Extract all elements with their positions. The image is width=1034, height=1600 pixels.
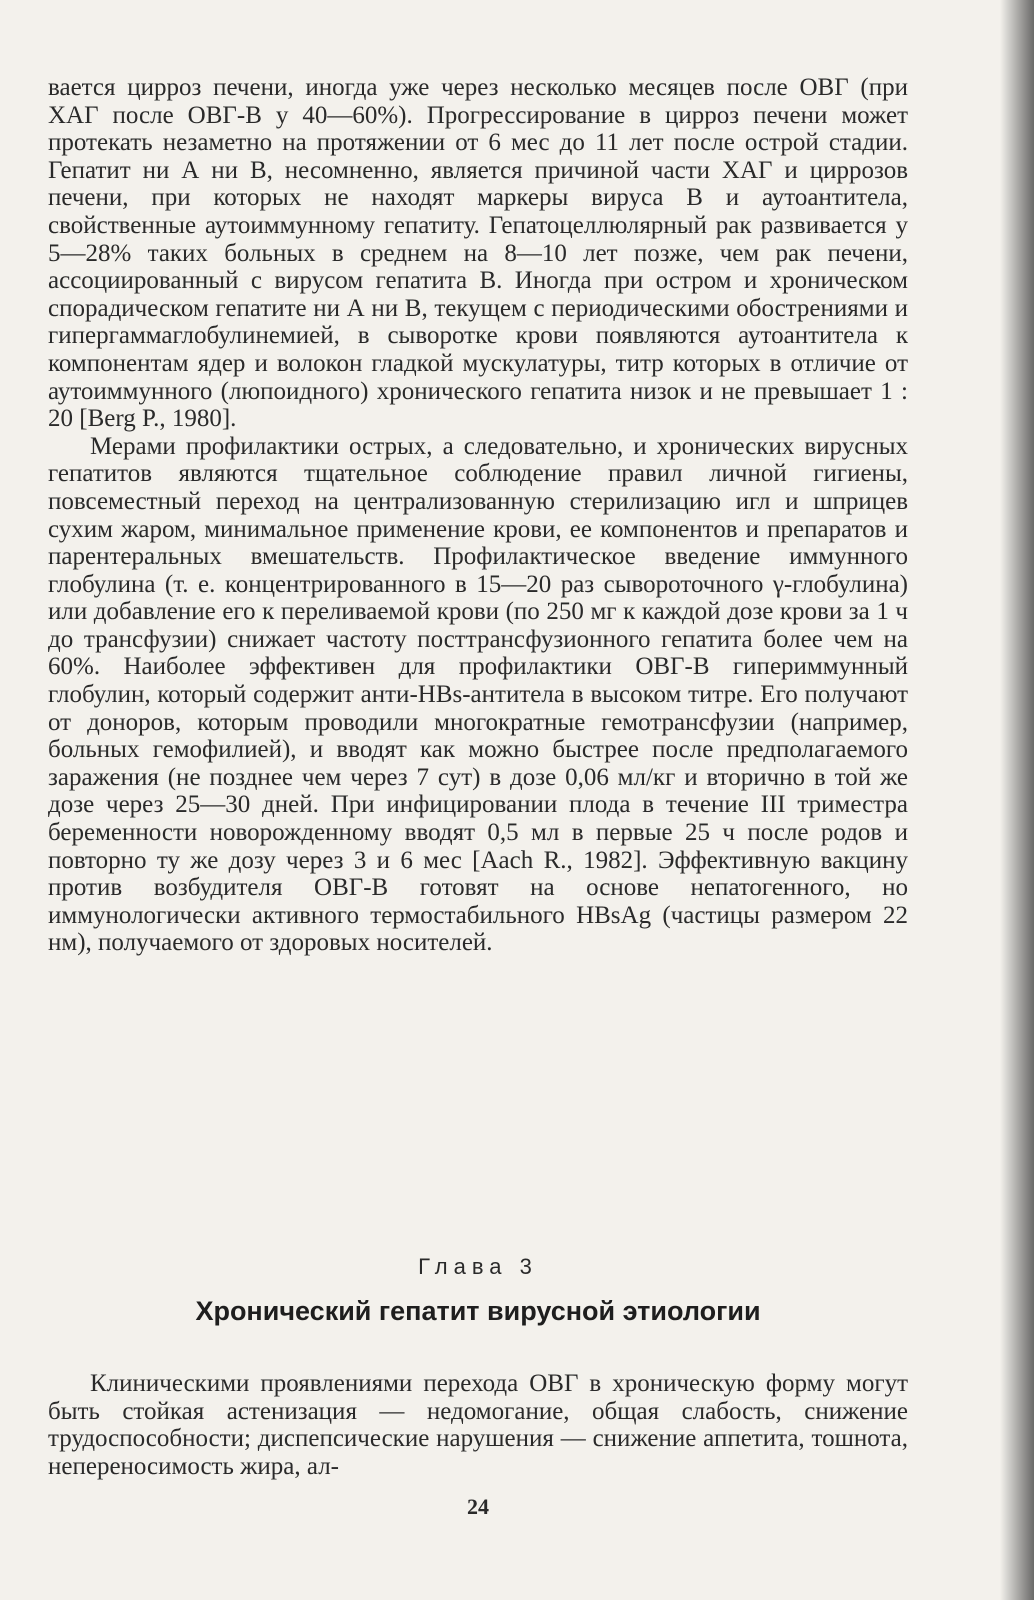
chapter-title: Хронический гепатит вирусной этиологии [195,1296,761,1326]
page-number: 24 [467,1494,489,1519]
main-text-block [48,74,908,957]
chapter-label: Глава 3 [418,1254,538,1279]
chapter-paragraph-1: Клиническими проявлениями перехода ОВГ в хроническую форму могут быть стойкая астенизация — недомогание, общая слабость, снижение трудоспособности; диспепсические нарушения — снижение аппетита, тошнота, непереносимость жира, ал- [48,1370,908,1480]
page-edge-shadow [1000,0,1034,1600]
body-paragraph-2: Мерами профилактики острых, а следовательно, и хронических вирусных гепатитов являются тщательное соблюдение правил личной гигиены, повсеместный переход на централизованную стерилизацию игл и шприцев сухим жаром, минимальное применение крови, ее компонентов и препаратов и парентеральных вмешательств. Профилактическое введение иммунного глобулина (т. е. концентрированного в 15—20 раз сывороточного γ-глобулина) или добавление его к переливаемой крови (по 250 мг к каждой дозе крови за 1 ч до трансфузии) снижает частоту посттрансфузионного гепатита более чем на 60%. Наиболее эффективен для профилактики ОВГ-В гипериммунный глобулин, который содержит анти-HBs-антитела в высоком титре. Его получают от доноров, которым проводили многократные гемотрансфузии (например, больных гемофилией), и вводят как можно быстрее после предполагаемого заражения (не позднее чем через 7 сут) в дозе 0,06 мл/кг и вторично в той же дозе через 25—30 дней. При инфицировании плода в течение III триместра беременности новорожденному вводят 0,5 мл в первые 25 ч после родов и повторно ту же дозу через 3 и 6 мес [Aach R., 1982]. Эффективную вакцину против возбудителя ОВГ-В готовят на основе непатогенного, но иммунологически активного термостабильного HBsAg (частицы размером 22 нм), получаемого от здоровых носителей. [48,432,908,957]
body-paragraph-1: вается цирроз печени, иногда уже через несколько месяцев после ОВГ (при ХАГ после ОВГ-В у 40—60%). Прогрессирование в цирроз печени может протекать незаметно на протяжении от 6 мес до 11 лет после острой стадии. Гепатит ни А ни В, несомненно, является причиной части ХАГ и циррозов печени, при которых не находят маркеры вируса В и аутоантитела, свойственные аутоиммунному гепатиту. Гепатоцеллюлярный рак развивается у 5—28% таких больных в среднем на 8—10 лет позже, чем рак печени, ассоциированный с вирусом гепатита В. Иногда при остром и хроническом спорадическом гепатите ни А ни В, текущем с периодическими обострениями и гипергаммаглобулинемией, в сыворотке крови появляются аутоантитела к компонентам ядер и волокон гладкой мускулатуры, титр которых в отличие от аутоиммунного (люпоидного) хронического гепатита низок и не превышает 1 : 20 [Berg P., 1980]. [48,74,908,433]
chapter-text-block [48,1370,908,1480]
